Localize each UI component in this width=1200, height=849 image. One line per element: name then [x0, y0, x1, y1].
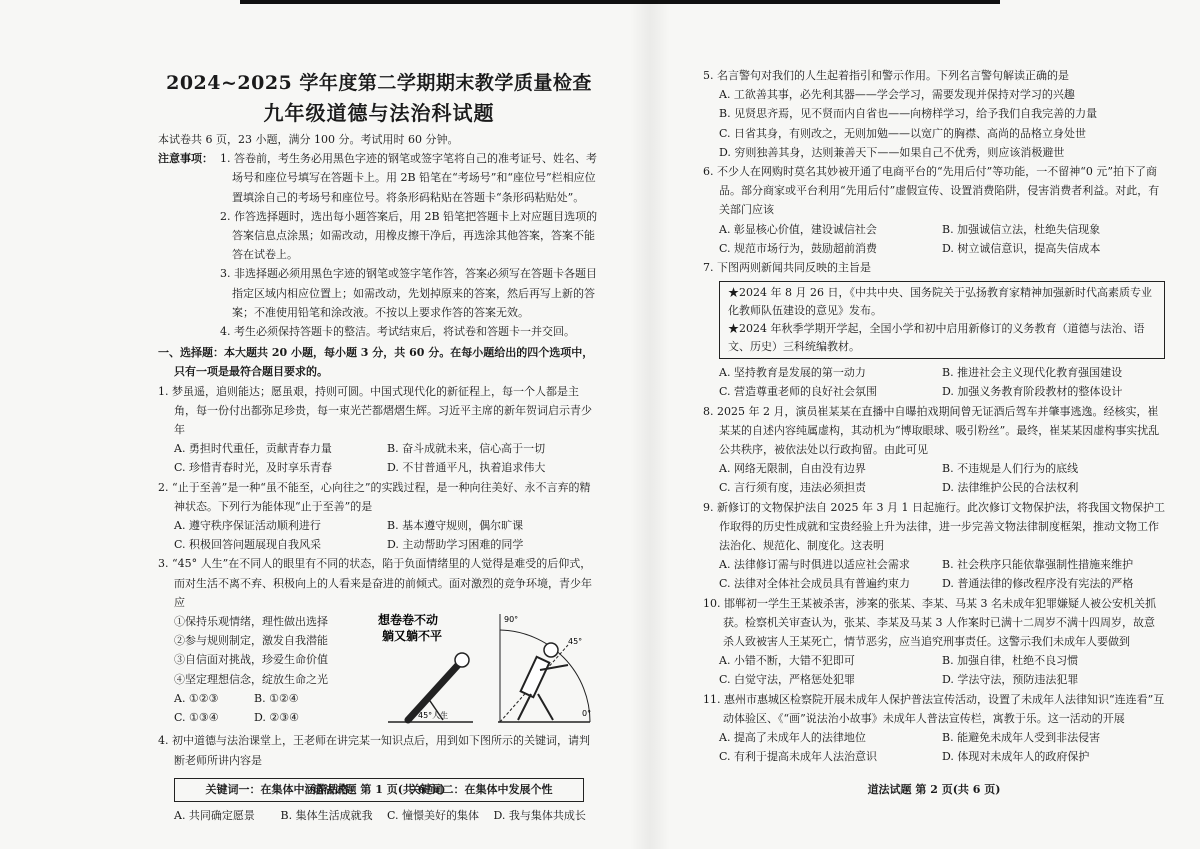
question-8-stem: 8. 2025 年 2 月，演员崔某某在直播中自曝拍戏期间曾无证酒后驾车并肇事逃逸。经核实，崔某某的自述内容纯属虚构，其动机为“博取眼球、吸引粉丝”。最终，崔某某因虚构事实扰乱公共秩序，被依法处以行政拘留。由此可见: [703, 404, 1160, 457]
question-8-options: [703, 459, 1165, 497]
option[interactable]: B. 推进社会主义现代化教育强国建设: [942, 366, 1123, 380]
note-item: 4. 考生必须保持答题卡的整洁。考试结束后，将试卷和答题卡一并交回。: [220, 325, 575, 339]
page-2: [703, 66, 1165, 849]
section-heading: 一、选择题：本大题共 20 小题，每小题 3 分，共 60 分。在每小题给出的四个选项中，只有一项是最符合题目要求的。: [158, 346, 594, 379]
page-footer: 道法试题 第 1 页(共 6 页): [312, 783, 446, 796]
question-7-options: [703, 363, 1165, 401]
notes-label: 注意事项：: [158, 152, 213, 166]
option[interactable]: B. 奋斗成就未来，信心高于一切: [387, 442, 546, 456]
option[interactable]: A. 坚持教育是发展的第一动力: [719, 366, 866, 380]
option[interactable]: D. 穷则独善其身，达则兼善天下——如果自己不优秀，则应该消极避世: [719, 145, 1065, 159]
statement-item: ②参与规则制定，激发自我潜能: [174, 634, 328, 648]
question-5-options: [703, 85, 1165, 162]
question-7-stem: 7. 下图两则新闻共同反映的主旨是: [703, 261, 871, 275]
notes-block: [158, 149, 600, 341]
option[interactable]: C. 营造尊重老师的良好社会氛围: [719, 385, 878, 399]
option[interactable]: A. 网络无限制，自由没有边界: [719, 462, 866, 476]
question-9-stem: 9. 新修订的文物保护法自 2025 年 3 月 1 日起施行。此次修订文物保护法，将我国文物保护工作取得的历史性成就和宝贵经验上升为法律，进一步完善文物法律制度框架，推动文物工作法治化、规范化、制度化。这表明: [703, 500, 1165, 553]
option[interactable]: C. 憧憬美好的集体: [387, 808, 480, 822]
option[interactable]: A. 法律修订需与时俱进以适应社会需求: [719, 558, 910, 572]
option[interactable]: A. 工欲善其事，必先利其器——学会学习，需要发现并保持对学习的兴趣: [719, 88, 1075, 102]
page-1: [158, 62, 600, 849]
cartoon-caption-line2: 躺又躺不平: [382, 629, 443, 644]
option[interactable]: B. 社会秩序只能依靠强制性措施来维护: [942, 558, 1134, 572]
option[interactable]: A. 彰显核心价值，建设诚信社会: [719, 222, 877, 236]
option[interactable]: C. ①③④: [174, 711, 219, 725]
question-10-options: [703, 651, 1165, 689]
option[interactable]: D. 法律维护公民的合法权利: [942, 481, 1079, 495]
option[interactable]: A. 小错不断，大错不犯即可: [719, 654, 855, 668]
statement-item: ④坚定理想信念，绽放生命之光: [174, 672, 328, 686]
option[interactable]: A. 遵守秩序保证活动顺利进行: [174, 519, 321, 533]
cartoon-label-left: 45°人生: [418, 711, 449, 721]
statement-item: ①保持乐观情绪，理性做出选择: [174, 615, 328, 629]
cartoon-angle-mid: 45°: [568, 637, 583, 647]
question-2-stem: 2. “止于至善”是一种“虽不能至，心向往之”的实践过程，是一种向往美好、永不言弃的精神状态。下列行为能体现“止于至善”的是: [158, 480, 591, 513]
note-item: 1. 答卷前，考生务必用黑色字迹的钢笔或签字笔将自己的准考证号、姓名、考场号和座位号填写在答题卡上。用 2B 铅笔在“考场号”和“座位号”栏相应位置填涂自己的考场号和座位号。将条形码粘贴在答题卡“条形码粘贴处”。: [220, 152, 597, 204]
question-4-options: [158, 806, 600, 825]
option[interactable]: C. 珍惜青春时光，及时享乐青春: [174, 461, 333, 475]
question-1-options: [158, 439, 600, 477]
statement-item: ③自信面对挑战，珍爱生命价值: [174, 653, 328, 667]
page-footer: 道法试题 第 2 页(共 6 页): [867, 783, 1001, 796]
question-3-stem: 3. “45° 人生”在不同人的眼里有不同的状态，陷于负面情绪里的人觉得是难受的后仰式，而对生活不离不弃、积极向上的人看来是奋进的前倾式。面对激烈的竞争环境，青少年应: [158, 557, 592, 609]
exam-subtitle: 九年级道德与法治科试题: [263, 101, 495, 125]
question-4-stem: 4. 初中道德与法治课堂上，王老师在讲完某一知识点后，用到如下图所示的关键词，请判断老师所讲内容是: [158, 734, 590, 767]
question-11-options: [703, 728, 1165, 766]
page-fold-crease: [630, 0, 670, 849]
option[interactable]: A. 勇担时代重任，贡献青春力量: [174, 442, 332, 456]
question-3-body: [158, 612, 600, 727]
top-binding-edge: [240, 0, 1000, 4]
question-2-options: [158, 516, 600, 554]
option[interactable]: C. 积极回答问题展现自我风采: [174, 538, 322, 552]
option[interactable]: D. 普通法律的修改程序没有宪法的严格: [942, 577, 1134, 591]
option[interactable]: B. ①②④: [254, 691, 299, 705]
option[interactable]: D. 主动帮助学习困难的同学: [387, 538, 524, 552]
option[interactable]: D. ②③④: [254, 711, 300, 725]
cartoon-45-degree-life: [368, 610, 598, 730]
question-5-stem: 5. 名言警句对我们的人生起着指引和警示作用。下列名言警句解读正确的是: [703, 69, 1069, 82]
option[interactable]: B. 加强诚信立法，杜绝失信现象: [942, 222, 1101, 236]
option[interactable]: B. 能避免未成年人受到非法侵害: [942, 731, 1101, 745]
keyword-1: 关键词一：在集体中涵养品格: [205, 782, 349, 796]
cartoon-caption-line1: 想卷卷不动: [378, 613, 439, 628]
question-3-items: [158, 612, 364, 689]
option[interactable]: B. 加强自律，杜绝不良习惯: [942, 654, 1079, 668]
option[interactable]: C. 日省其身，有则改之，无则加勉——以宽广的胸襟、高尚的品格立身处世: [719, 126, 1087, 140]
question-9-options: [703, 555, 1165, 593]
note-item: 2. 作答选择题时，选出每小题答案后，用 2B 铅笔把答题卡上对应题目选项的答案信息点涂黑；如需改动，用橡皮擦干净后，再选涂其他答案，答案不能答在试卷上。: [220, 209, 598, 262]
option[interactable]: C. 法律对全体社会成员具有普遍约束力: [719, 577, 911, 591]
option[interactable]: C. 有利于提高未成年人法治意识: [719, 750, 878, 764]
news-item: ★2024 年秋季学期开学起，全国小学和初中启用新修订的义务教育（道德与法治、语文、历史）三科统编教材。: [728, 322, 1145, 354]
exam-title: 2024~2025 学年度第二学期期末教学质量检查: [166, 72, 592, 94]
option[interactable]: C. 言行须有度，违法必须担责: [719, 481, 867, 495]
question-1-stem: 1. 梦虽遥，追则能达；愿虽艰，持则可圆。中国式现代化的新征程上，每一个人都是主角，每一份付出都弥足珍贵，每一束光芒都熠熠生辉。习近平主席的新年贺词启示青少年: [158, 384, 592, 437]
option[interactable]: B. 不违规是人们行为的底线: [942, 462, 1079, 476]
option[interactable]: A. 共同确定愿景: [174, 808, 255, 822]
question-6-stem: 6. 不少人在网购时莫名其妙被开通了电商平台的“先用后付”等功能，一不留神“0 元”拍下了商品。部分商家或平台利用“先用后付”虚假宣传、设置消费陷阱，侵害消费者利益。对此，有关部门应该: [703, 165, 1160, 217]
exam-intro: 本试卷共 6 页，23 小题，满分 100 分。考试用时 60 分钟。: [158, 133, 459, 146]
question-10-stem: 10. 邯郸初一学生王某被杀害，涉案的张某、李某、马某 3 名未成年犯罪嫌疑人被公安机关抓获。检察机关审查认为，张某、李某及马某 3 人作案时已满十二周岁不满十四周岁，故意杀人致被害人王某死亡，情节恶劣，应当追究刑事责任。这警示我们未成年人要做到: [703, 596, 1156, 649]
option[interactable]: D. 加强义务教育阶段教材的整体设计: [942, 385, 1123, 399]
news-box: [719, 281, 1165, 359]
news-item: ★2024 年 8 月 26 日，《中共中央、国务院关于弘扬教育家精神加强新时代高素质专业化教师队伍建设的意见》发布。: [728, 286, 1152, 318]
option[interactable]: D. 不甘普通平凡，执着追求伟大: [387, 461, 546, 475]
cartoon-angle-bottom: 0°: [582, 709, 592, 719]
option[interactable]: D. 我与集体共成长: [493, 808, 586, 822]
option[interactable]: C. 规范市场行为，鼓励超前消费: [719, 241, 878, 255]
option[interactable]: B. 见贤思齐焉，见不贤而内自省也——向榜样学习，给予我们自我完善的力量: [719, 107, 1098, 121]
option[interactable]: A. ①②③: [174, 691, 219, 705]
question-6-options: [703, 220, 1165, 258]
option[interactable]: B. 基本遵守规则，偶尔旷课: [387, 519, 524, 533]
option[interactable]: C. 白觉守法，严格惩处犯罪: [719, 673, 856, 687]
option[interactable]: B. 集体生活成就我: [280, 808, 373, 822]
question-11-stem: 11. 惠州市惠城区检察院开展未成年人保护普法宣传活动，设置了未成年人法律知识“连连看”互动体验区、《“画”说法治小故事》未成年人普法宣传栏，寓教于乐。这一活动的开展: [703, 692, 1165, 725]
option[interactable]: D. 树立诚信意识，提高失信成本: [942, 241, 1101, 255]
cartoon-angle-top: 90°: [504, 615, 519, 625]
option[interactable]: A. 提高了未成年人的法律地位: [719, 731, 866, 745]
keyword-2: 关键词二：在集体中发展个性: [409, 782, 553, 796]
note-item: 3. 非选择题必须用黑色字迹的钢笔或签字笔作答，答案必须写在答题卡各题目指定区域内相应位置上；如需改动，先划掉原来的答案，然后再写上新的答案；不准使用铅笔和涂改液。不按以上要求作答的答案无效。: [220, 267, 597, 319]
option[interactable]: D. 学法守法，预防违法犯罪: [942, 673, 1079, 687]
option[interactable]: D. 体现对未成年人的政府保护: [942, 750, 1090, 764]
